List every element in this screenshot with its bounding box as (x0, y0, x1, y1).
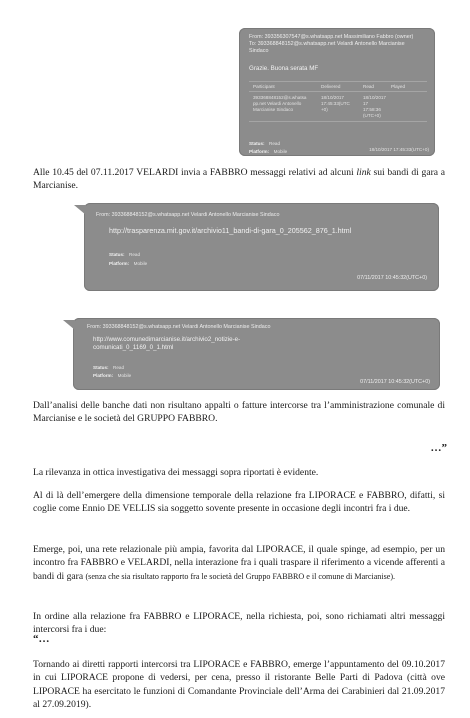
message-to-cont: Sindaco (249, 48, 269, 54)
paragraph-intro-links (33, 166, 445, 193)
platform-value: Mobile (273, 149, 288, 154)
bubble-tail (74, 205, 86, 215)
platform-value: Mobile (117, 373, 132, 378)
platform-row (109, 252, 147, 270)
opening-quote: “… (33, 633, 50, 645)
platform-value: Mobile (133, 261, 148, 266)
status-label: Status: (93, 365, 109, 370)
table-cell: (UTC+0) (363, 113, 381, 118)
status-value: Read (113, 365, 125, 370)
message-timestamp: 18/10/2017 17:45:33(UTC+0) (369, 147, 429, 152)
platform-row (249, 140, 287, 158)
paragraph-no-contracts: Dall’analisi delle banche dati non risultano appalti o fatture intercorse tra l’amministrazione comunale di Marcianise e le società del GRUPPO FABBRO. (33, 400, 445, 425)
status-value: Read (269, 141, 281, 146)
bubble-tail (63, 320, 75, 330)
paragraph-relevance: La rilevanza in ottica investigativa dei messaggi sopra riportati è evidente. (33, 467, 319, 478)
message-text: Grazie. Buona serata MF (249, 65, 319, 72)
message-from: From: 393368848152@s.whatsapp.net Velardi Antonello Marcianise Sindaco (87, 324, 271, 330)
paragraph-text: Alle 10.45 del 07.11.2017 VELARDI invia a FABBRO messaggi relativi ad alcuni (33, 167, 357, 178)
table-cell: 393368848152@s.whatsa (253, 95, 307, 100)
message-to: To: 393368848152@s.whatsapp.net Velardi Antonello Marcianise (249, 41, 405, 47)
message-link-line-2[interactable]: comunicati_0_1169_0_1.html (93, 344, 174, 351)
message-timestamp: 07/11/2017 10:45:32(UTC+0) (360, 379, 430, 385)
platform-label: Platform: (109, 261, 130, 266)
message-bubble-top (239, 28, 435, 156)
divider (249, 81, 427, 82)
paragraph-text: Emerge, poi, una rete relazionale più ampia, favorita dal LIPORACE, il quale spinge, ad esempio, per un incontro fra FABBRO e VELARDI, nella interazione fra i quali traspare il riferimento a vicende afferenti a bandi di gara (33, 544, 445, 582)
message-from: From: 393368848152@s.whatsapp.net Velardi Antonello Marcianise Sindaco (96, 212, 280, 218)
table-cell: 18/10/2017 (321, 95, 344, 100)
paragraph-italic: link (356, 167, 371, 178)
table-header-delivered: Delivered (321, 84, 341, 89)
table-cell: 17:58:36 (363, 107, 381, 112)
table-cell: 17 (363, 101, 369, 106)
paragraph-fabbro-liporace: In ordine alla relazione fra FABBRO e LIPORACE, nella richiesta, poi, sono richiamati altri messaggi intercorsi fra i due: (33, 611, 445, 636)
message-link-line-1[interactable]: http://www.comunedimarcianise.it/archivio2_notizie-e- (93, 336, 241, 343)
platform-label: Platform: (93, 373, 114, 378)
message-link[interactable]: http://trasparenza.mit.gov.it/archivio11_bandi-di-gara_0_205562_876_1.html (109, 226, 352, 235)
message-bubble-low (73, 318, 440, 390)
table-header-read: Read (363, 84, 374, 89)
paragraph-appointment: Tornando ai diretti rapporti intercorsi tra LIPORACE e FABBRO, emerge l’appuntamento del 09.10.2017 in cui LIPORACE propone di vedersi, per cena, presso il ristorante Belle Parti di Padova (città ove LIPORACE ha esercitato le funzioni di Comandante Provinciale dell’Arma dei Carabinieri dal 21.09.2017 al 27.09.2019). (33, 659, 445, 711)
paragraph-text: sui bandi di gara a Marcianise. (33, 167, 445, 192)
table-cell: Marcianise Sindaco (253, 107, 294, 112)
table-cell: pp.net Velardi Antonello (253, 101, 302, 106)
closing-quote: …” (430, 442, 447, 454)
divider (249, 121, 427, 122)
table-header-played: Played (391, 84, 406, 89)
platform-row (93, 364, 131, 382)
table-cell: +0) (321, 107, 328, 112)
message-bubble-mid (84, 203, 439, 291)
status-label: Status: (109, 252, 125, 257)
platform-label: Platform: (249, 149, 270, 154)
paragraph-temporal-relation: Al di là dell’emergere della dimensione temporale della relazione fra LIPORACE e FABBRO, difatti, si coglie come Ennio DE VELLIS sia soggetto sovente presente in occasione degli incontri fra i due. (33, 490, 445, 515)
table-header-participant: Participant (253, 84, 275, 89)
status-label: Status: (249, 141, 265, 146)
table-cell: 17:45:33(UTC (321, 101, 350, 106)
paragraph-aside: (senza che sia risultato rapporto fra le società del Gruppo FABBRO e il comune di Marcianise). (85, 571, 396, 581)
message-from: From: 393356307547@s.whatsapp.net Massimiliano Fabbro (owner) (249, 34, 414, 40)
table-cell: 18/10/2017 (363, 95, 386, 100)
divider (249, 91, 427, 92)
status-value: Read (129, 252, 141, 257)
paragraph-relational-network (33, 543, 445, 583)
message-timestamp: 07/11/2017 10:45:32(UTC+0) (357, 275, 427, 281)
